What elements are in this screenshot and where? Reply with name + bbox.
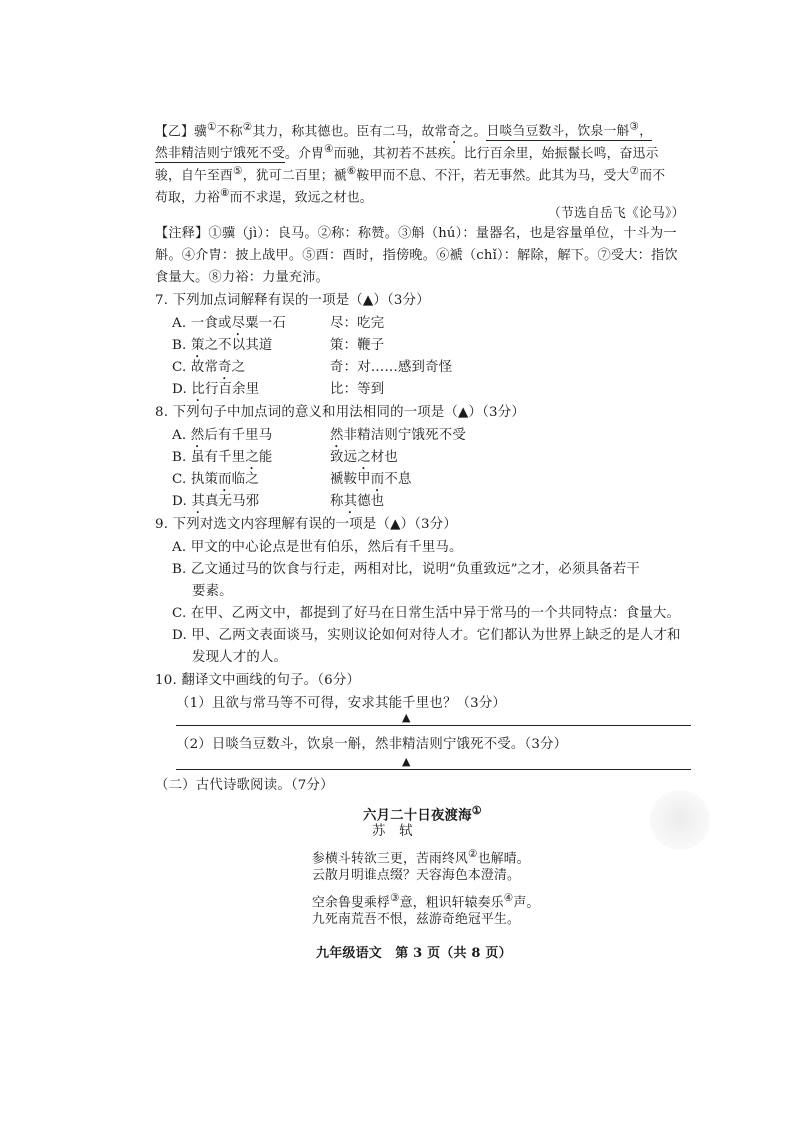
q9-option-a[interactable]: A. 甲文的中心论点是世有伯乐，然后有千里马。	[172, 540, 463, 555]
underlined-sentence: 日啖刍豆数斗，饮泉一斛③，	[486, 120, 653, 140]
q7-stem: 7. 下列加点词解释有误的一项是（▲）（3分）	[155, 293, 430, 308]
notes-line-2: 斛。④介胄：披上战甲。⑤酉：酉时，指傍晚。⑥褫（chǐ）：解除，解下。⑦受大：指饮	[155, 248, 678, 263]
q8-pair-a: 然非精洁则宁饿死不受	[330, 428, 466, 443]
q9-option-b[interactable]: B. 乙文通过马的饮食与行走，两相对比，说明“负重致远”之才，必须具备若干	[172, 562, 640, 577]
q9-option-d[interactable]: D. 甲、乙两文表面谈马，实则议论如何对待人才。它们都认为世界上缺乏的是人才和	[172, 628, 681, 643]
poem-author: 苏 轼	[372, 824, 413, 839]
answer-line-1[interactable]	[176, 725, 691, 726]
q7-explain-a: 尽：吃完	[330, 316, 385, 331]
q9-option-c[interactable]: C. 在甲、乙两文中，都提到了好马在日常生活中异于常马的一个共同特点：食量大。	[172, 606, 681, 621]
q10-stem: 10. 翻译文中画线的句子。（6分）	[155, 673, 361, 688]
notes-line-3: 食量大。⑧力裕：力量充沛。	[155, 270, 330, 285]
poem-line-4: 九死南荒吾不恨，兹游奇绝冠平生。	[312, 912, 520, 927]
poem-line-2: 云散月明谁点缀？天容海色本澄清。	[312, 868, 520, 883]
passage-line-1: 【乙】骥①不称②其力，称其德也。臣有二马，故常奇之。日啖刍豆数斗，饮泉一斛③，	[155, 120, 653, 140]
q8-pair-d: 称其德也	[330, 494, 385, 509]
poem-line-3: 空余鲁叟乘桴③意，粗识轩辕奏乐④声。	[312, 891, 540, 911]
q8-option-d[interactable]: D. 其真无马邪	[172, 494, 260, 509]
q7-option-c[interactable]: C. 故常奇之	[172, 360, 246, 375]
page-footer: 九年级语文 第 3 页（共 8 页）	[316, 946, 512, 961]
passage-source: （节选自岳飞《论马》）	[548, 206, 685, 221]
q8-pair-b: 致远之材也	[330, 450, 398, 465]
poem-line-1: 参横斗转欲三更，苦雨终风②也解晴。	[312, 847, 530, 867]
q9-option-b-cont: 要素。	[192, 584, 233, 599]
q10-item-1: （1）且欲与常马等不可得，安求其能千里也？（3分）	[176, 696, 507, 711]
passage-line-4: 苟取，力裕⑧而不求逞，致远之材也。	[155, 186, 373, 206]
q7-explain-b: 策：鞭子	[330, 338, 385, 353]
q7-option-b[interactable]: B. 策之不以其道	[172, 338, 273, 353]
answer-line-2[interactable]	[176, 769, 691, 770]
notes-line-1: 【注释】①骥（jì）：良马。②称：称赞。③斛（hú）：量器名，也是容量单位，十斗为一	[155, 226, 677, 241]
q8-option-b[interactable]: B. 虽有千里之能	[172, 450, 273, 465]
q7-option-a[interactable]: A. 一食或尽粟一石	[172, 316, 286, 331]
answer-mark-2: ▲	[402, 755, 411, 768]
q7-option-d[interactable]: D. 比行百余里	[172, 382, 260, 397]
scan-smudge	[650, 790, 710, 850]
q7-explain-d: 比：等到	[330, 382, 385, 397]
section2-heading: （二）古代诗歌阅读。（7分）	[155, 778, 334, 793]
answer-mark-1: ▲	[402, 711, 411, 724]
q9-stem: 9. 下列对选文内容理解有误的一项是（▲）（3分）	[155, 517, 457, 532]
q8-option-a[interactable]: A. 然后有千里马	[172, 428, 273, 443]
passage-line-3: 骏，自午至酉⑤，犹可二百里；褫⑥鞍甲而不息、不汗，若无事然。此其为马，受大⑦而不	[155, 164, 666, 184]
q7-explain-c: 奇：对……感到奇怪	[330, 360, 453, 375]
q8-pair-c: 褫鞍甲而不息	[330, 472, 412, 487]
q10-item-2: （2）日啖刍豆数斗，饮泉一斛，然非精洁则宁饿死不受。（3分）	[176, 737, 568, 752]
underlined-sentence: 然非精洁则宁饿死不受	[155, 146, 285, 162]
q8-option-c[interactable]: C. 执策而临之	[172, 472, 259, 487]
q8-stem: 8. 下列句子中加点词的意义和用法相同的一项是（▲）（3分）	[155, 405, 525, 420]
poem-title: 六月二十日夜渡海①	[363, 804, 482, 824]
q9-option-d-cont: 发现人才的人。	[192, 650, 288, 665]
passage-line-2: 然非精洁则宁饿死不受。介胄④而驰，其初若不甚疾。比行百余里，始振鬣长鸣，奋迅示	[155, 142, 659, 162]
